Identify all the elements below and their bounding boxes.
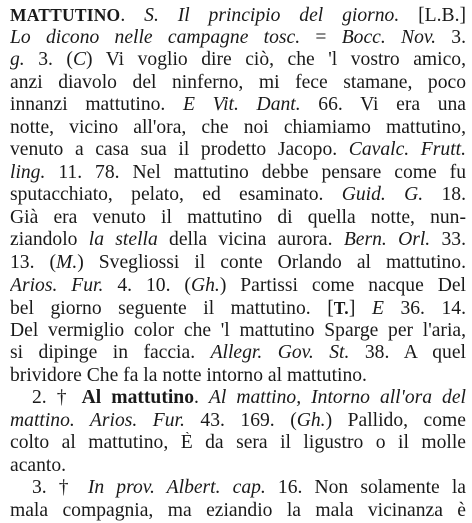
entry-line-5: innanzi mattutino. E Vit. Dant. 66. Vi era una xyxy=(10,94,466,116)
sense-heading: Al mattutino xyxy=(81,387,194,409)
entry-line-12: 13. (M.) Svegliossi il conte Orlando al mattutino. xyxy=(10,252,466,274)
entry-line-13: Arios. Fur. 4. 10. (Gh.) Partissi come nacque Del xyxy=(10,274,466,296)
entry-line-4: anzi diavolo del ninferno, mi fece stamane, poco xyxy=(10,71,466,93)
citation: Bern. Orl. xyxy=(343,229,431,251)
entry-line-21: acanto. xyxy=(10,454,67,476)
entry-line-2: Lo dicono nelle campagne tosc. = Bocc. Nov. 3. xyxy=(10,26,466,48)
entry-line-19: mattino. Arios. Fur. 43. 169. (Gh.) Pallido, come xyxy=(10,409,466,431)
citation: Arios. Fur. xyxy=(10,274,104,296)
citation: Guid. G. xyxy=(341,184,424,206)
citation: Bocc. Nov. xyxy=(341,26,437,48)
entry-line-23: mala compagnia, ma eziandio la mala vicinanza è xyxy=(10,500,466,522)
entry-line-14: bel giorno seguente il mattutino. [T.] E 36. 14. xyxy=(10,298,466,320)
entry-line-8: ling. 11. 78. Nel mattutino debbe pensare come fu xyxy=(10,161,466,183)
citation: Cavalc. Frutt. xyxy=(348,139,466,161)
citation: mattino. Arios. Fur. xyxy=(10,409,185,431)
entry-line-15: Del vermiglio color che 'l mattutino Sparge per l'aria, xyxy=(10,319,466,341)
entry-line-3: g. 3. (C) Vi voglio dire ciò, che 'l vostro amico, xyxy=(10,49,466,71)
source-tag: [L.B.] xyxy=(399,5,466,26)
definition: S. Il principio del giorno. xyxy=(144,5,400,26)
entry-line-18: 2. † Al mattutino. Al mattino, Intorno all'ora del xyxy=(32,387,466,409)
entry-line-1: MATTUTINO. S. Il principio del giorno. [L.B.] xyxy=(10,5,466,26)
entry-line-10: Già era venuto il mattutino di quella notte, nun- xyxy=(10,206,466,228)
headword: MATTUTINO xyxy=(10,5,121,25)
citation: In prov. Albert. cap. xyxy=(87,477,266,499)
entry-line-20: colto al mattutino, È da sera il ligustro o il molle xyxy=(10,432,466,454)
entry-line-7: venuto a casa sua il prodetto Jacopo. Cavalc. Frutt. xyxy=(10,139,466,161)
entry-line-11: ziandolo la stella della vicina aurora. Bern. Orl. 33. xyxy=(10,229,466,251)
citation: Allegr. Gov. St. xyxy=(210,342,350,364)
entry-line-17: brividore Che fa la notte intorno al mattutino. xyxy=(10,364,367,386)
entry-line-6: notte, vicino all'ora, che noi chiamiamo mattutino, xyxy=(10,116,466,138)
entry-line-16: si dipinge in faccia. Allegr. Gov. St. 38. A quel xyxy=(10,342,466,364)
citation: E Vit. Dant. xyxy=(182,94,301,116)
entry-line-9: sputacchiato, pelato, ed esaminato. Guid. G. 18. xyxy=(10,184,466,206)
entry-line-22: 3. † In prov. Albert. cap. 16. Non solamente la xyxy=(32,477,466,499)
